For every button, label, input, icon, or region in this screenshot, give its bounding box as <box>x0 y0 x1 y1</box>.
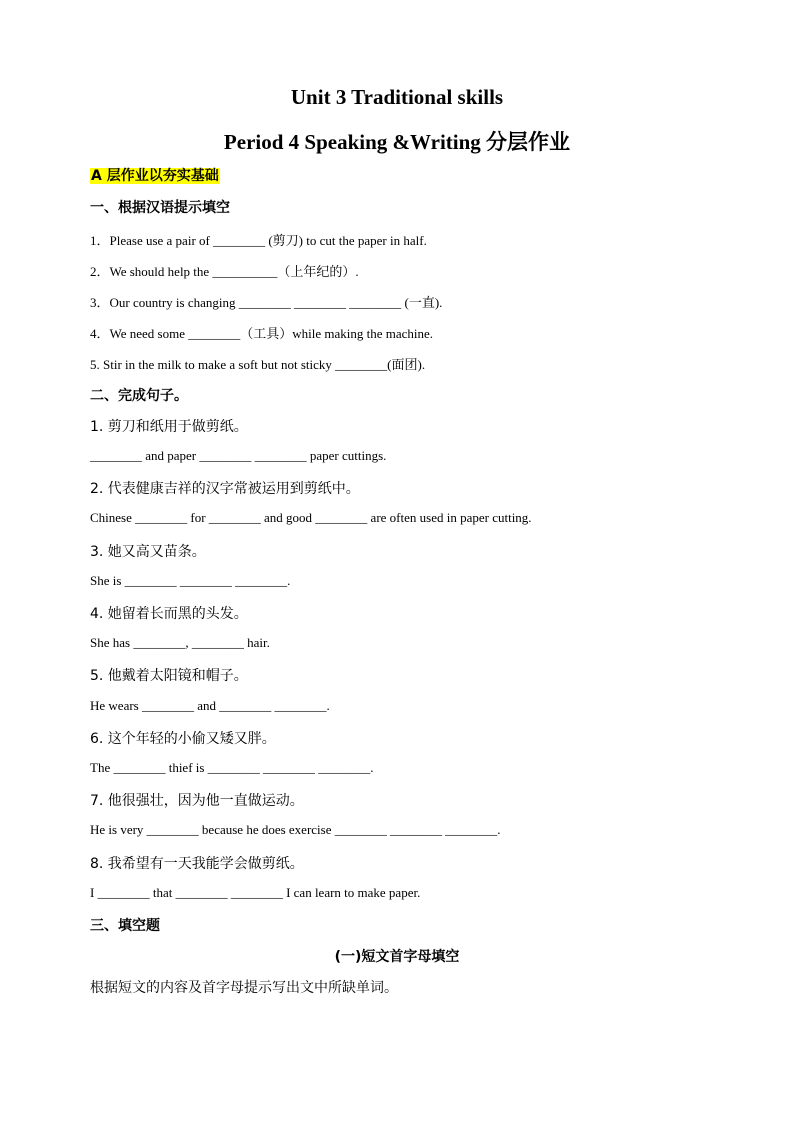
s2-item-5-en: He wears ________ and ________ ________. <box>90 698 330 713</box>
s1-item-4: 4．We need some ________（工具）while making the machine. <box>90 326 434 341</box>
s2-item-1-zh: 1. 剪刀和纸用于做剪纸。 <box>90 419 248 435</box>
s1-item-2: 2．We should help the __________（上年纪的）. <box>90 264 359 279</box>
level-highlight: A 层作业以夯实基础 <box>91 168 219 184</box>
s2-item-2-en: Chinese ________ for ________ and good ________ are often used in paper cutting. <box>90 510 532 525</box>
s1-item-1: 1．Please use a pair of ________ (剪刀) to cut the paper in half. <box>90 233 427 248</box>
s2-item-8-zh: 8. 我希望有一天我能学会做剪纸。 <box>90 856 304 872</box>
s2-item-4-zh: 4. 她留着长而黑的头发。 <box>90 606 248 622</box>
section3-subheading: (一)短文首字母填空 <box>334 949 460 965</box>
s2-item-7-zh: 7. 他很强壮，因为他一直做运动。 <box>90 793 304 809</box>
s2-item-1-en: ________ and paper ________ ________ paper cuttings. <box>90 448 387 463</box>
section2-heading: 二、完成句子。 <box>90 388 188 404</box>
level-label <box>90 165 220 185</box>
s1-item-5: 5. Stir in the milk to make a soft but not sticky ________(面团). <box>90 357 426 372</box>
s2-item-6-en: The ________ thief is ________ ________ ________. <box>90 760 374 775</box>
s2-item-4-en: She has ________, ________ hair. <box>90 635 270 650</box>
s2-item-3-zh: 3. 她又高又苗条。 <box>90 544 206 560</box>
s2-item-7-en: He is very ________ because he does exercise ________ ________ ________. <box>90 822 501 837</box>
s2-item-6-zh: 6. 这个年轻的小偷又矮又胖。 <box>90 731 276 747</box>
s2-item-8-en: I ________ that ________ ________ I can learn to make paper. <box>90 885 421 900</box>
section1-heading: 一、根据汉语提示填空 <box>90 200 230 216</box>
section3-instruction: 根据短文的内容及首字母提示写出文中所缺单词。 <box>90 980 398 996</box>
s2-item-5-zh: 5. 他戴着太阳镜和帽子。 <box>90 668 248 684</box>
page-title: Unit 3 Traditional skills <box>290 85 504 109</box>
section3-heading: 三、填空题 <box>90 918 160 934</box>
s2-item-2-zh: 2. 代表健康吉祥的汉字常被运用到剪纸中。 <box>90 481 360 497</box>
s2-item-3-en: She is ________ ________ ________. <box>90 573 291 588</box>
s1-item-3: 3．Our country is changing ________ ________ ________ (一直). <box>90 295 443 310</box>
page-subtitle: Period 4 Speaking &Writing 分层作业 <box>223 130 571 154</box>
